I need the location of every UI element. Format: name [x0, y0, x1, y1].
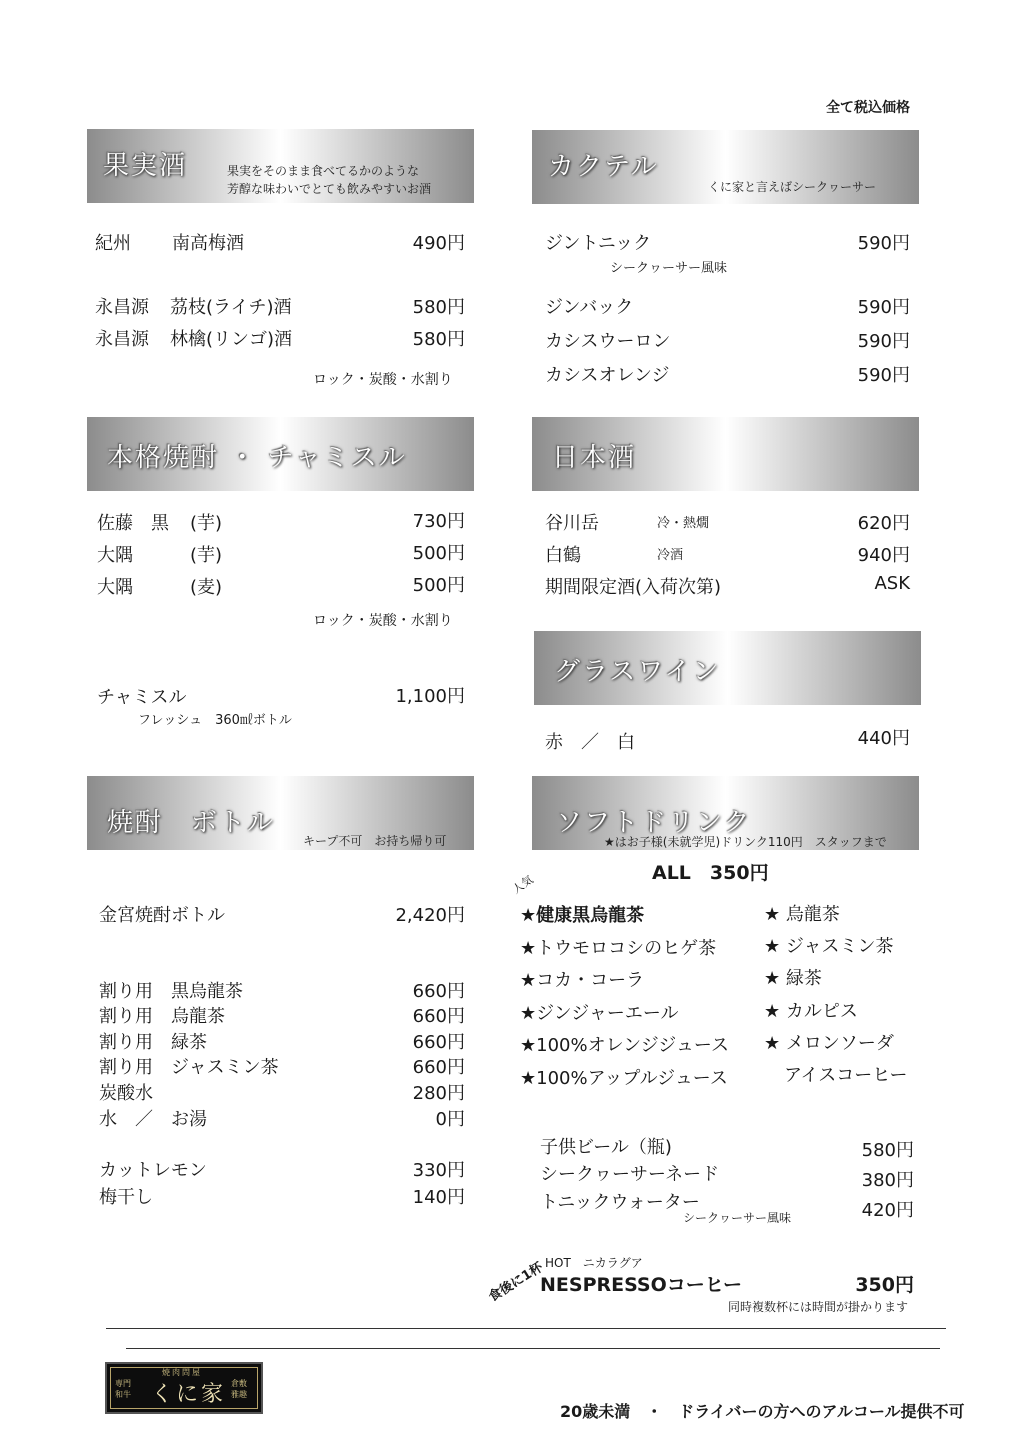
soft-right-2: ★ ジャスミン茶: [764, 936, 894, 957]
cocktail-name-2: ジンバック: [545, 297, 634, 318]
soft-drink-all-price: ALL 350円: [652, 862, 769, 884]
fruit-price-2: 580円: [412, 297, 465, 318]
extra-price-2: 140円: [412, 1187, 465, 1208]
soft-other-name-1: 子供ビール（瓶): [540, 1137, 672, 1158]
sake-price-2: 940円: [857, 545, 910, 566]
sake-header: [532, 417, 919, 491]
mixer-price-3: 660円: [412, 1032, 465, 1053]
shochu-header: [87, 417, 474, 491]
chamisul-sub: フレッシュ 360㎖ボトル: [138, 713, 292, 728]
shochu-price-1: 730円: [412, 511, 465, 532]
soft-drink-title: ソフトドリンク: [556, 808, 752, 838]
cocktail-price-1: 590円: [857, 233, 910, 254]
extra-name-1: カットレモン: [99, 1160, 207, 1181]
mixer-name-5: 炭酸水: [99, 1083, 153, 1104]
logo-right-text: 倉敷 雅趣: [231, 1379, 247, 1399]
fruit-brand-2: 永昌源: [95, 297, 149, 318]
wine-title: グラスワイン: [554, 657, 721, 687]
cocktail-header: [532, 130, 919, 204]
soft-other-name-3: トニックウォーター: [540, 1192, 700, 1213]
fruit-name-1: 南高梅酒: [172, 233, 244, 254]
soft-other-price-1: 580円: [861, 1140, 914, 1161]
divider-line-2: [126, 1348, 940, 1349]
extra-price-1: 330円: [412, 1160, 465, 1181]
wine-price: 440円: [857, 728, 910, 749]
sake-name-2: 白鶴: [545, 545, 581, 566]
soft-drink-note: ★はお子様(未就学児)ドリンク110円 スタッフまで: [604, 835, 887, 849]
soft-right-6: アイスコーヒー: [784, 1065, 908, 1086]
soft-left-3: ★コカ・コーラ: [520, 970, 645, 991]
coffee-note: 同時複数杯には時間が掛かります: [728, 1300, 909, 1314]
logo-top-text: 焼肉問屋: [162, 1368, 202, 1377]
divider-line-1: [106, 1328, 946, 1329]
logo-main-text: くに家: [151, 1382, 227, 1407]
sake-title: 日本酒: [552, 443, 637, 473]
fruit-name-2: 茘枝(ライチ)酒: [170, 297, 292, 318]
wine-header: [534, 631, 921, 705]
soft-other-price-3: 420円: [861, 1200, 914, 1221]
mixer-price-5: 280円: [412, 1083, 465, 1104]
sake-style-2: 冷酒: [657, 548, 684, 563]
bottle-main-name: 金宮焼酎ボトル: [99, 905, 225, 926]
popular-tag: 人気: [510, 873, 536, 897]
cocktail-price-4: 590円: [857, 365, 910, 386]
chamisul-price: 1,100円: [395, 686, 465, 707]
mixer-price-1: 660円: [412, 981, 465, 1002]
footer-notice: 20歳未満 ・ ドライバーの方へのアルコール提供不可: [560, 1402, 965, 1421]
tonic-sub: シークヮーサー風味: [683, 1211, 792, 1225]
cocktail-desc: くに家と言えばシークヮーサー: [708, 180, 877, 194]
mixer-name-3: 割り用 緑茶: [99, 1032, 207, 1053]
fruit-serving-note: ロック・炭酸・水割り: [313, 372, 453, 388]
shochu-type-1: (芋): [190, 513, 223, 534]
coffee-name: NESPRESSOコーヒー: [540, 1274, 743, 1296]
mixer-name-6: 水 ／ お湯: [99, 1109, 207, 1130]
cocktail-name-3: カシスウーロン: [545, 331, 671, 352]
mixer-price-6: 0円: [435, 1109, 465, 1130]
kuniya-logo: [105, 1362, 263, 1414]
cocktail-price-2: 590円: [857, 297, 910, 318]
coffee-price: 350円: [855, 1274, 914, 1296]
mixer-price-4: 660円: [412, 1057, 465, 1078]
fruit-price-1: 490円: [412, 233, 465, 254]
sake-name-3: 期間限定酒(入荷次第): [545, 577, 722, 598]
soft-left-4: ★ジンジャーエール: [520, 1003, 679, 1024]
sake-price-1: 620円: [857, 513, 910, 534]
shochu-price-3: 500円: [412, 575, 465, 596]
coffee-tag: 食後に1杯: [486, 1260, 546, 1306]
coffee-sub: HOT ニカラグア: [545, 1256, 643, 1270]
soft-right-5: ★ メロンソーダ: [764, 1033, 894, 1054]
cocktail-title: カクテル: [548, 152, 659, 182]
fruit-price-3: 580円: [412, 329, 465, 350]
extra-name-2: 梅干し: [99, 1187, 153, 1208]
mixer-price-2: 660円: [412, 1006, 465, 1027]
soft-drink-header: [532, 776, 919, 850]
fruit-name-3: 林檎(リンゴ)酒: [170, 329, 293, 350]
fruit-wine-title: 果実酒: [103, 151, 188, 181]
shochu-type-2: (芋): [190, 545, 223, 566]
fruit-brand-1: 紀州: [95, 233, 131, 254]
shochu-serving-note: ロック・炭酸・水割り: [313, 613, 453, 629]
chamisul-name: チャミスル: [97, 687, 187, 708]
mixer-name-2: 割り用 烏龍茶: [99, 1006, 225, 1027]
wine-name: 赤 ／ 白: [545, 732, 635, 753]
sake-name-1: 谷川岳: [545, 513, 599, 534]
tax-note: 全て税込価格: [826, 100, 910, 116]
cocktail-name-1: ジントニック: [545, 233, 652, 254]
bottle-header: [87, 776, 474, 850]
soft-left-2: ★トウモロコシのヒゲ茶: [520, 938, 717, 959]
shochu-type-3: (麦): [190, 577, 223, 598]
fruit-wine-header: [87, 129, 474, 203]
cocktail-name-4: カシスオレンジ: [545, 365, 670, 386]
soft-right-1: ★ 烏龍茶: [764, 904, 840, 925]
logo-left-text: 専門 和牛: [115, 1379, 131, 1399]
sake-style-1: 冷・熱燗: [657, 516, 710, 531]
shochu-title: 本格焼酎 ・ チャミスル: [107, 443, 407, 473]
bottle-title: 焼酎 ボトル: [107, 808, 276, 838]
shochu-name-3: 大隅: [97, 577, 133, 598]
fruit-wine-desc-2: 芳醇な味わいでとても飲みやすいお酒: [227, 182, 432, 196]
fruit-brand-3: 永昌源: [95, 329, 149, 350]
fruit-wine-desc-1: 果実をそのまま食べてるかのような: [227, 164, 420, 178]
soft-left-6: ★100%アップルジュース: [520, 1068, 728, 1089]
cocktail-sub-1: シークヮーサー風味: [610, 261, 728, 276]
soft-left-5: ★100%オレンジジュース: [520, 1035, 729, 1056]
soft-other-name-2: シークヮーサーネード: [540, 1164, 720, 1185]
soft-right-4: ★ カルピス: [764, 1001, 858, 1022]
soft-right-3: ★ 緑茶: [764, 968, 822, 989]
soft-other-price-2: 380円: [861, 1170, 914, 1191]
sake-price-3: ASK: [874, 573, 910, 594]
bottle-main-price: 2,420円: [395, 905, 465, 926]
bottle-note: キープ不可 お持ち帰り可: [303, 834, 447, 848]
shochu-price-2: 500円: [412, 543, 465, 564]
shochu-name-2: 大隅: [97, 545, 133, 566]
mixer-name-1: 割り用 黒烏龍茶: [99, 981, 243, 1002]
mixer-name-4: 割り用 ジャスミン茶: [99, 1057, 279, 1078]
soft-left-1: ★健康黒烏龍茶: [520, 905, 645, 926]
shochu-name-1: 佐藤 黒: [97, 513, 169, 534]
cocktail-price-3: 590円: [857, 331, 910, 352]
